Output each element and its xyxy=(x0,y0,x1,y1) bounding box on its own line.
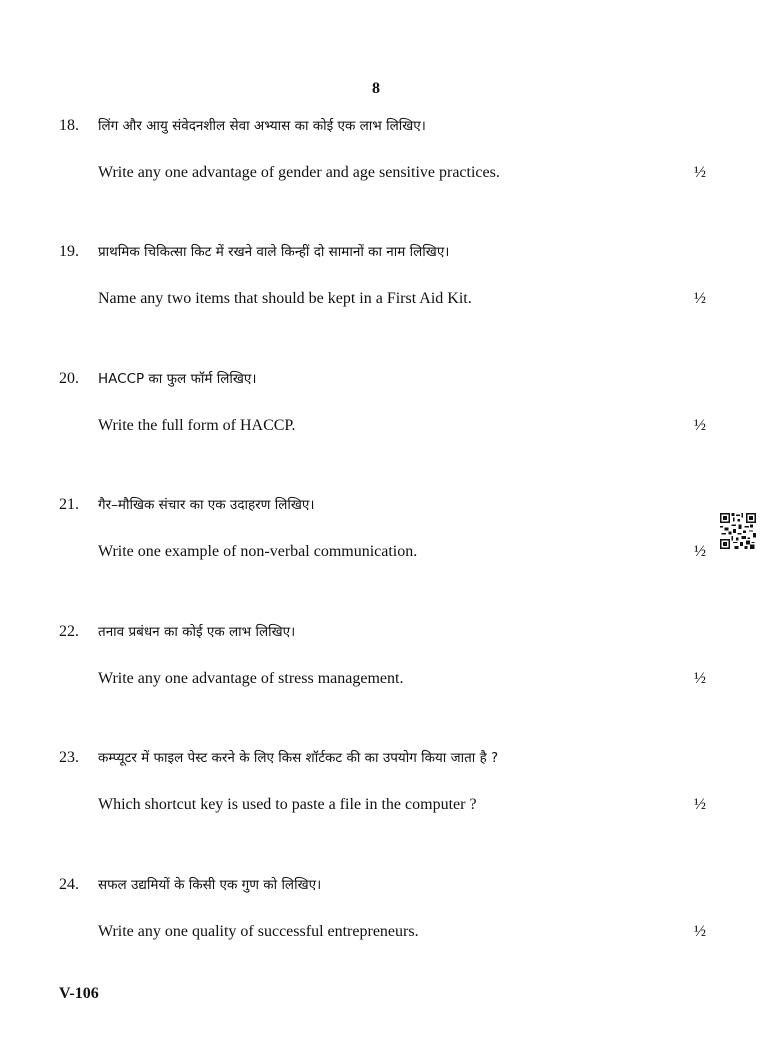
question-text-hindi: प्राथमिक चिकित्सा किट में रखने वाले किन्हीं दो सामानों का नाम लिखिए। xyxy=(98,244,450,260)
question-text-english: Write any one advantage of gender and age sensitive practices. xyxy=(98,164,500,181)
page-number: 8 xyxy=(372,80,380,97)
question-text-hindi: सफल उद्यमियों के किसी एक गुण को लिखिए। xyxy=(98,877,322,893)
question-text-hindi: HACCP का फुल फॉर्म लिखिए। xyxy=(98,371,257,387)
question-marks: ½ xyxy=(694,543,706,560)
question-number: 20. xyxy=(59,370,79,387)
question-text-hindi: तनाव प्रबंधन का कोई एक लाभ लिखिए। xyxy=(98,624,296,640)
question-text-hindi: कम्प्यूटर में फाइल पेस्ट करने के लिए किस शॉर्टकट की का उपयोग किया जाता है ? xyxy=(98,750,499,766)
question-18 xyxy=(0,116,768,196)
question-marks: ½ xyxy=(694,670,706,687)
question-marks: ½ xyxy=(694,417,706,434)
question-marks: ½ xyxy=(694,796,706,813)
question-number: 23. xyxy=(59,749,79,766)
question-marks: ½ xyxy=(694,164,706,181)
question-21 xyxy=(0,495,768,575)
question-text-english: Which shortcut key is used to paste a file in the computer ? xyxy=(98,796,477,813)
question-text-english: Write the full form of HACCP. xyxy=(98,417,296,434)
question-text-english: Write one example of non-verbal communication. xyxy=(98,543,418,560)
question-text-english: Name any two items that should be kept in a First Aid Kit. xyxy=(98,290,472,307)
question-20 xyxy=(0,369,768,449)
paper-code: V-106 xyxy=(59,985,99,1002)
question-marks: ½ xyxy=(694,923,706,940)
question-22 xyxy=(0,622,768,702)
question-23 xyxy=(0,748,768,828)
question-text-english: Write any one advantage of stress management. xyxy=(98,670,404,687)
question-24 xyxy=(0,875,768,955)
question-marks: ½ xyxy=(694,290,706,307)
question-number: 18. xyxy=(59,117,79,134)
question-number: 22. xyxy=(59,623,79,640)
question-text-hindi: लिंग और आयु संवेदनशील सेवा अभ्यास का कोई एक लाभ लिखिए। xyxy=(98,118,426,134)
question-text-hindi: गैर–मौखिक संचार का एक उदाहरण लिखिए। xyxy=(98,497,315,513)
question-number: 21. xyxy=(59,496,79,513)
question-number: 19. xyxy=(59,243,79,260)
qr-code-icon xyxy=(720,513,756,549)
question-19 xyxy=(0,242,768,322)
question-number: 24. xyxy=(59,876,79,893)
question-text-english: Write any one quality of successful entrepreneurs. xyxy=(98,923,419,940)
